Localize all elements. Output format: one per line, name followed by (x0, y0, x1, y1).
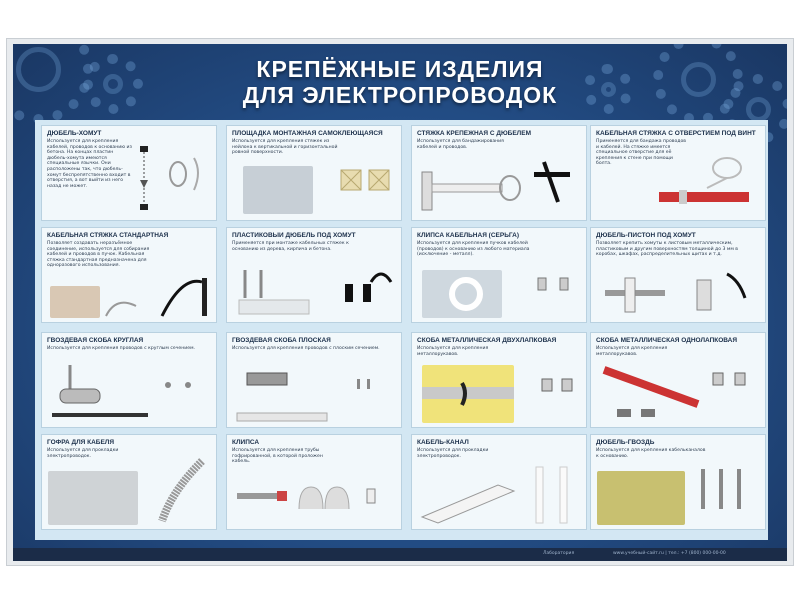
footer-right-text: www.учебный-сайт.ru | тел.: +7 (800) 000-00-00 (613, 551, 726, 556)
card-skoba-odnolapk (590, 332, 766, 428)
card-description: Используется для бандажирования кабелей и проводов. (417, 139, 504, 150)
card-description: Используется для крепления трубы гофрированной, в которой проложен кабель. (232, 448, 323, 465)
card-skoba-kruglaya (41, 332, 217, 428)
card-klipsa (226, 434, 402, 530)
card-title: ГОФРА ДЛЯ КАБЕЛЯ (47, 439, 115, 446)
dowel-clamp-illustration (138, 144, 212, 216)
card-title: ГВОЗДЕВАЯ СКОБА КРУГЛАЯ (47, 337, 144, 344)
card-dyubel-khomut (41, 125, 217, 221)
card-description: Позволяет крепить хомуты к листовым металлическим, пластиковым и другим поверхностям толщиной до 3 мм в коробах, шкафах, распределительных щитах и т.д. (596, 241, 738, 258)
card-gofra (41, 434, 217, 530)
piston-dowel-illustration (601, 268, 761, 320)
corrugated-pipe-photo (48, 471, 138, 525)
card-dyubel-piston (590, 227, 766, 323)
card-description: Позволяет создавать неразъёмное соединение, используется для собирания кабелей и проводов в пучок. Кабельная стяжка стандартная предназначена для одноразового использования. (47, 241, 150, 269)
card-styazhka-standart (41, 227, 217, 323)
card-description: Используется для крепления металлорукавов. (417, 346, 489, 357)
card-title: ПЛОЩАДКА МОНТАЖНАЯ САМОКЛЕЮЩАЯСЯ (232, 130, 383, 137)
cable-clip-illustration (432, 274, 582, 318)
plastic-dowel-illustration (235, 264, 397, 320)
nail-dowel-photo (597, 471, 685, 525)
card-skoba-dvukhlapk (411, 332, 587, 428)
one-leg-clip-illustration (597, 363, 761, 425)
cable-channel-illustration (418, 461, 582, 527)
card-kabel-kanal (411, 434, 587, 530)
nail-dowel-illustration (691, 465, 761, 525)
card-title: КЛИПСА КАБЕЛЬНАЯ (СЕРЬГА) (417, 232, 520, 239)
card-description: Используется для крепления проводов с плоским сечением. (232, 346, 380, 351)
tie-with-dowel-illustration (418, 152, 582, 216)
card-styazhka-dyubel (411, 125, 587, 221)
cable-tie-icons (102, 276, 214, 320)
card-description: Используется для крепления пучков кабелей (проводов) к основанию из любого материала (исключение - металл). (417, 241, 530, 258)
mount-pad-photo (243, 166, 313, 214)
card-description: Используется для крепления кабельканалов к основанию. (596, 448, 706, 459)
card-description: Используется для крепления стяжек из нейлона к вертикальной и горизонтальной ровной поверхности. (232, 139, 338, 156)
cards-area (35, 120, 768, 540)
card-description: Используется для прокладки электропроводок. (47, 448, 119, 459)
poster-title-line2: ДЛЯ ЭЛЕКТРОПРОВОДОК (242, 82, 558, 108)
poster-footer (13, 548, 787, 561)
card-styazhka-vint (590, 125, 766, 221)
card-title: КЛИПСА (232, 439, 260, 446)
card-ploshchadka (226, 125, 402, 221)
card-title: СТЯЖКА КРЕПЁЖНАЯ С ДЮБЕЛЕМ (417, 130, 531, 137)
flat-nail-clip-illustration (233, 359, 397, 425)
card-dyubel-gvozd (590, 434, 766, 530)
card-description: Применяется при монтаже кабельных стяжек к основанию из дерева, кирпича и бетона. (232, 241, 349, 252)
mount-pad-icons (337, 164, 397, 198)
poster-panel (13, 44, 787, 561)
poster-title-line1: КРЕПЁЖНЫЕ ИЗДЕЛИЯ (256, 56, 544, 82)
cable-tie-photo (50, 286, 100, 318)
card-description: Используется для крепления кабелей, проводов к основанию из бетона. На концах пластин дюбель-хомута имеются специальные язычки. Они расположены так, что дюбель-хомут беспрепятственно входит в отверстия, а вот выйти из него назад не может. (47, 139, 132, 189)
card-title: СКОБА МЕТАЛЛИЧЕСКАЯ ДВУХЛАПКОВАЯ (417, 337, 557, 344)
card-plastikovyy-dyubel (226, 227, 402, 323)
card-title: КАБЕЛЬ-КАНАЛ (417, 439, 469, 446)
card-klipsa-serga (411, 227, 587, 323)
card-title: СКОБА МЕТАЛЛИЧЕСКАЯ ОДНОЛАПКОВАЯ (596, 337, 738, 344)
card-description: Используется для крепления металлорукавов. (596, 346, 668, 357)
footer-left-text: Лаборатория (543, 551, 575, 556)
screw-tie-illustration (599, 156, 759, 216)
card-description: Используется для крепления проводов с круглым сечением. (47, 346, 195, 351)
card-skoba-ploskaya (226, 332, 402, 428)
card-title: ПЛАСТИКОВЫЙ ДЮБЕЛЬ ПОД ХОМУТ (232, 232, 356, 239)
card-title: КАБЕЛЬНАЯ СТЯЖКА СТАНДАРТНАЯ (47, 232, 169, 239)
card-title: ДЮБЕЛЬ-ГВОЗДЬ (596, 439, 655, 446)
pipe-clip-illustration (233, 475, 397, 527)
card-title: ДЮБЕЛЬ-ПИСТОН ПОД ХОМУТ (596, 232, 696, 239)
corrugated-pipe-illustration (152, 455, 212, 527)
card-title: ДЮБЕЛЬ-ХОМУТ (47, 130, 102, 137)
card-description: Используется для прокладки электропроводок. (417, 448, 489, 459)
card-description: Применяется для бандажа проводов и кабелей. На стяжке имеется специальное отверстие для её крепления к стене при помощи болта. (596, 139, 686, 167)
round-nail-clip-illustration (48, 361, 212, 425)
card-title: ГВОЗДЕВАЯ СКОБА ПЛОСКАЯ (232, 337, 331, 344)
card-title: КАБЕЛЬНАЯ СТЯЖКА С ОТВЕРСТИЕМ ПОД ВИНТ (596, 130, 756, 137)
two-leg-clip-illustration (422, 365, 582, 423)
